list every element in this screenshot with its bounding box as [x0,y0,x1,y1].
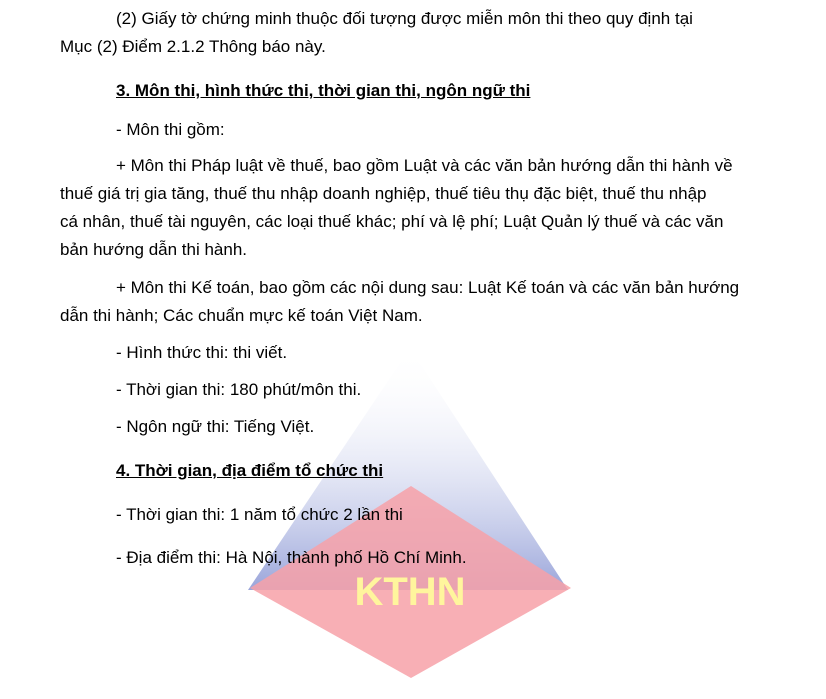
accounting-subject-line-2: dẫn thi hành; Các chuẩn mực kế toán Việt Nam. [60,306,423,325]
proof-document-line-2: Mục (2) Điểm 2.1.2 Thông báo này. [60,37,326,56]
exam-language: - Ngôn ngữ thi: Tiếng Việt. [116,417,315,436]
watermark-text: KTHN [354,570,466,614]
subjects-intro: - Môn thi gồm: [116,120,225,139]
tax-law-subject-line-4: bản hướng dẫn thi hành. [60,240,248,259]
tax-law-subject-line-3: cá nhân, thuế tài nguyên, các loại thuế khác; phí và lệ phí; Luật Quản lý thuế và các văn [60,212,724,231]
proof-document-line-1: (2) Giấy tờ chứng minh thuộc đối tượng được miễn môn thi theo quy định tại [116,9,693,28]
accounting-subject-line-1: + Môn thi Kế toán, bao gồm các nội dung sau: Luật Kế toán và các văn bản hướng [116,278,740,297]
tax-law-subject-line-2: thuế giá trị gia tăng, thuế thu nhập doanh nghiệp, thuế tiêu thụ đặc biệt, thuế thu nhập [60,184,707,203]
exam-location: - Địa điểm thi: Hà Nội, thành phố Hồ Chí Minh. [116,548,467,567]
tax-law-subject-line-1: + Môn thi Pháp luật về thuế, bao gồm Luật và các văn bản hướng dẫn thi hành về [116,156,733,175]
exam-schedule: - Thời gian thi: 1 năm tổ chức 2 lần thi [116,505,403,524]
section-4-heading: 4. Thời gian, địa điểm tổ chức thi [116,461,384,480]
exam-format: - Hình thức thi: thi viết. [116,343,288,362]
section-3-heading: 3. Môn thi, hình thức thi, thời gian thi, ngôn ngữ thi [116,81,531,100]
exam-duration: - Thời gian thi: 180 phút/môn thi. [116,380,362,399]
